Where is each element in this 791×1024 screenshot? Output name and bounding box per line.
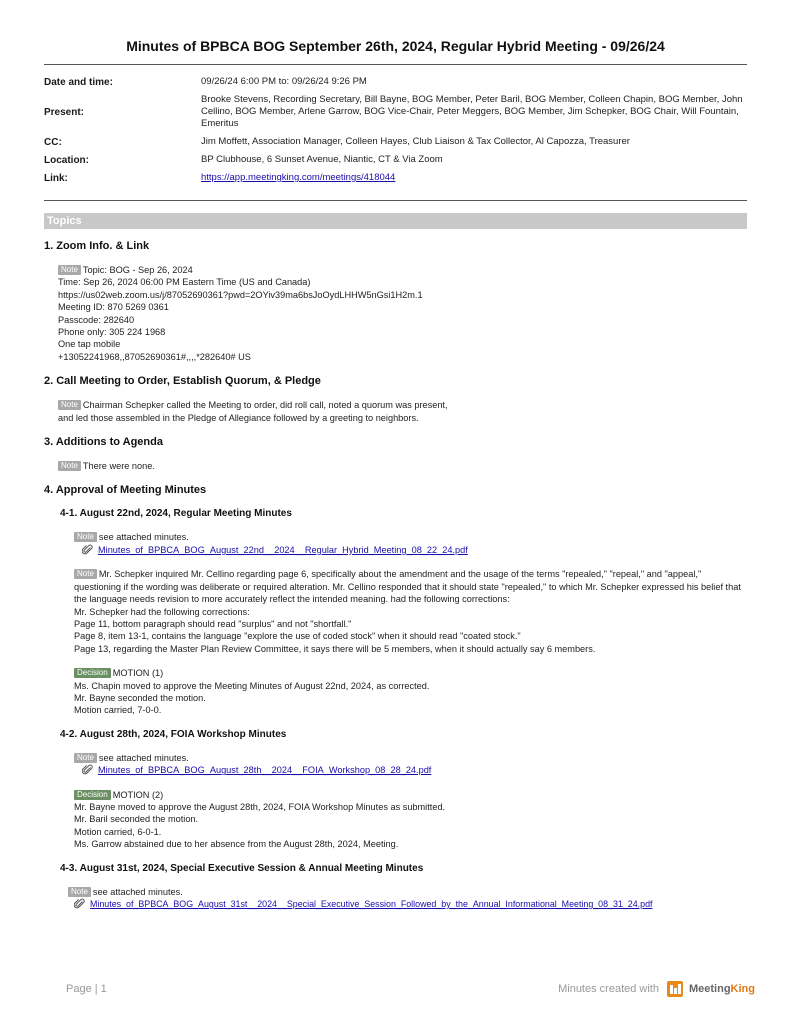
motion-line: Mr. Bayne moved to approve the August 28th, 2024, FOIA Workshop Minutes as submitted. [74,801,446,812]
motion-line: Ms. Chapin moved to approve the Meeting Minutes of August 22nd, 2024, as corrected. [74,680,430,691]
order-note [58,399,747,424]
topic-heading: 4. Approval of Meeting Minutes [44,484,207,497]
topic-heading: 3. Additions to Agenda [44,436,163,449]
note-text: see attached minutes. [98,752,189,763]
paperclip-icon [82,544,94,556]
brand-name [689,983,755,995]
motion-title: MOTION (1) [112,668,164,679]
note-badge: Note [58,400,81,410]
motion-line: Ms. Garrow abstained due to her absence from the August 28th, 2024, Meeting. [74,839,399,850]
date-value: 09/26/24 6:00 PM to: 09/26/24 9:26 PM [201,76,367,87]
zoom-line: Topic: BOG - Sep 26, 2024 [82,265,193,275]
location-label: Location: [44,154,89,166]
zoom-line: Time: Sep 26, 2024 06:00 PM Eastern Time (US and Canada) [58,277,311,288]
motion-line: Motion carried, 7-0-0. [74,705,162,716]
note-badge: Note [74,532,97,542]
page-number: Page | 1 [66,983,107,995]
document-title: Minutes of BPBCA BOG September 26th, 2024, Regular Hybrid Meeting - 09/26/24 [126,38,665,54]
sub2-attachment-note [74,752,747,777]
attachment-link[interactable]: Minutes_of_BPBCA_BOG_August_28th__2024__FOIA_Workshop_08_28_24.pdf [98,765,432,776]
cc-label: CC: [44,136,62,148]
zoom-line: One tap mobile [58,339,121,350]
date-label: Date and time: [44,76,113,88]
present-row [44,94,747,130]
correction-line: Page 8, item 13-1, contains the language "explore the use of coded stock" when it should read "coated stock." [74,631,521,642]
attachment [82,544,747,556]
decision-badge: Decision [74,668,111,678]
zoom-line: https://us02web.zoom.us/j/87052690361?pwd=2OYiv39ma6bsJoOydLHHW5nGsi1H2m.1 [58,289,423,300]
note-badge: Note [74,569,97,579]
cc-row [44,136,747,148]
topic-heading: 1. Zoom Info. & Link [44,240,150,252]
paperclip-icon [74,898,86,910]
zoom-note [58,264,747,363]
zoom-line: +13052241968,,87052690361#,,,,*282640# US [58,351,251,362]
details-divider [44,200,747,201]
brand-part-a: Meeting [688,983,731,995]
additions-text: There were none. [82,461,155,472]
sub1-discussion [74,568,747,655]
zoom-line: Passcode: 282640 [58,314,135,325]
created-with-text: Minutes created with [558,983,659,995]
attachment [82,764,747,776]
note-badge: Note [68,887,91,897]
sub1-attachment-note [74,531,747,556]
order-line: Chairman Schepker called the Meeting to order, did roll call, noted a quorum was present, [82,400,448,411]
meetingking-logo-icon [667,981,683,997]
location-row [44,154,747,166]
note-text: see attached minutes. [98,532,189,543]
subtopic-heading: 4-1. August 22nd, 2024, Regular Meeting Minutes [60,508,292,520]
attachment-link[interactable]: Minutes_of_BPBCA_BOG_August_31st__2024__Special_Executive_Session_Followed_by_the_Annual_Informational_Meeting_08_31_24.pdf [90,899,653,909]
correction-line: Page 11, bottom paragraph should read "surplus" and not "shortfall." [74,618,352,629]
order-line: and led those assembled in the Pledge of Allegiance followed by a greeting to neighbors. [58,412,419,423]
decision-badge: Decision [74,790,111,800]
motion-line: Mr. Baril seconded the motion. [74,814,199,825]
zoom-line: Meeting ID: 870 5269 0361 [58,302,169,313]
subtopic-heading: 4-2. August 28th, 2024, FOIA Workshop Minutes [60,728,287,740]
additions-note [58,460,747,472]
brand-part-b: King [730,983,755,995]
zoom-line: Phone only: 305 224 1968 [58,327,166,338]
correction-line: Page 13, regarding the Master Plan Review Committee, it says there will be 5 members, when it should actually say 6 members. [74,643,596,654]
meeting-link[interactable]: https://app.meetingking.com/meetings/418044 [201,172,396,183]
discussion-text: Mr. Schepker inquired Mr. Cellino regarding page 6, specifically about the amendment and the usage of the terms "repealed," "repeal," and "appeal," questioning if the wording was deliberate or required alteration. Mr. Cellino responded that it should state "repealed," to which Mr. Schepker expressed his belief that the language needs revision to more accurately reflect the intended meaning. had the following corrections: [74,569,741,605]
note-badge: Note [74,753,97,763]
cc-value: Jim Moffett, Association Manager, Colleen Hayes, Club Liaison & Tax Collector, Al Capozza, Treasurer [201,136,630,147]
date-row [44,76,747,88]
correction-line: Mr. Schepker had the following corrections: [74,606,250,617]
location-value: BP Clubhouse, 6 Sunset Avenue, Niantic, CT & Via Zoom [201,154,443,165]
sub1-motion [74,667,747,717]
subtopic-heading: 4-3. August 31st, 2024, Special Executive Session & Annual Meeting Minutes [60,862,424,874]
attachment-link[interactable]: Minutes_of_BPBCA_BOG_August_22nd__2024__Regular_Hybrid_Meeting_08_22_24.pdf [98,544,468,555]
present-value: Brooke Stevens, Recording Secretary, Bill Bayne, BOG Member, Peter Baril, BOG Member, Colleen Chapin, BOG Member, John Cellino, BOG Member, Arlene Garrow, BOG Vice-Chair, Peter Meggers, BOG Member, Jim Schepker, BOG Chair, Will Fountain, Emeritus [201,94,743,129]
link-label: Link: [44,172,68,184]
topic-heading: 2. Call Meeting to Order, Establish Quorum, & Pledge [44,375,321,388]
footer-brand [558,981,755,997]
motion-line: Mr. Bayne seconded the motion. [74,692,206,703]
sub3-attachment-note [68,886,747,911]
topics-content [44,240,747,922]
motion-line: Motion carried, 6-0-1. [74,826,162,837]
present-label: Present: [44,106,85,118]
meeting-details [44,76,747,190]
paperclip-icon [82,764,94,776]
note-badge: Note [58,265,81,275]
note-text: see attached minutes. [92,886,183,897]
link-row [44,172,747,184]
title-divider [44,64,747,65]
note-badge: Note [58,461,81,471]
topics-header: Topics [44,213,747,229]
attachment [74,898,747,910]
motion-title: MOTION (2) [112,789,164,800]
sub2-motion [74,789,747,851]
